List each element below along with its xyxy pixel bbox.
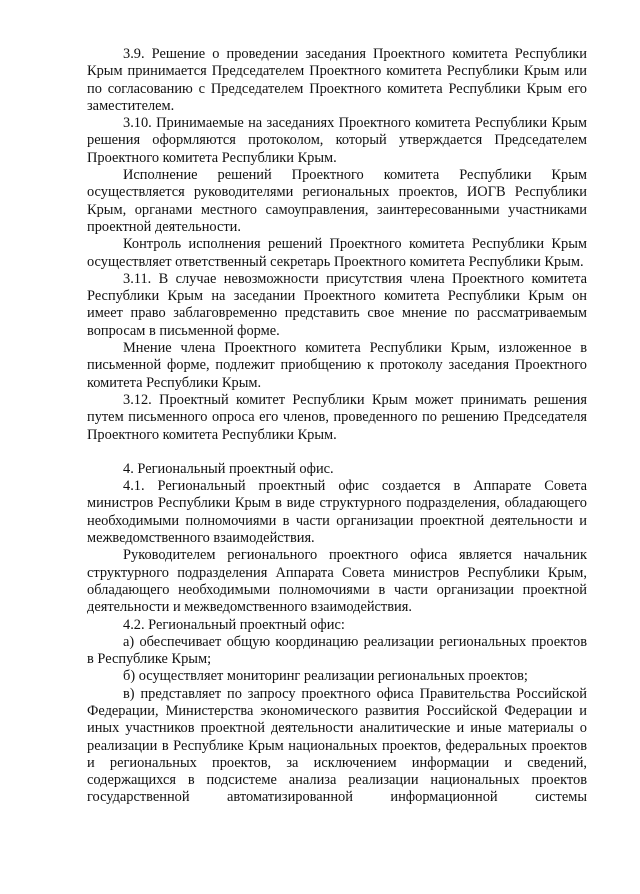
document-page xyxy=(87,46,587,807)
paragraph-3-11: 3.11. В случае невозможности присутствия члена Проектного комитета Республики Крым на заседании Проектного комитета Республики Крым он имеет право заблаговременно представить свое мнение по рассматриваемым вопросам в письменной форме. xyxy=(87,270,587,339)
paragraph-4-1: 4.1. Региональный проектный офис создается в Аппарате Совета министров Республики Крым в виде структурного подразделения, обладающего необходимыми полномочиями в части организации проектной деятельности и межведомственного взаимодействия. xyxy=(87,478,587,547)
paragraph-3-10: 3.10. Принимаемые на заседаниях Проектного комитета Республики Крым решения оформляются протоколом, который утверждается Председателем Проектного комитета Республики Крым. xyxy=(87,115,587,166)
section-heading-4: 4. Региональный проектный офис. xyxy=(123,460,334,477)
paragraph-4-2: 4.2. Региональный проектный офис: xyxy=(123,616,345,633)
paragraph-execution: Исполнение решений Проектного комитета Республики Крым осуществляется руководителями региональных проектов, ИОГВ Республики Крым, органами местного самоуправления, заинтересованными участниками проектной деятельности. xyxy=(87,167,587,235)
paragraph-head-of-office: Руководителем регионального проектного офиса является начальник структурного подразделения Аппарата Совета министров Республики Крым, обладающего необходимыми полномочиями в части организации проектной деятельности и межведомственного взаимодействия. xyxy=(87,547,587,616)
paragraph-3-9: 3.9. Решение о проведении заседания Проектного комитета Республики Крым принимается Председателем Проектного комитета Республики Крым или по согласованию с Председателем Проектного комитета Республики Крым его заместителем. xyxy=(87,46,587,114)
paragraph-control: Контроль исполнения решений Проектного комитета Республики Крым осуществляет ответственный секретарь Проектного комитета Республики Крым. xyxy=(87,236,587,270)
list-item-b: б) осуществляет мониторинг реализации региональных проектов; xyxy=(123,668,528,685)
list-item-a: а) обеспечивает общую координацию реализации региональных проектов в Республике Крым; xyxy=(87,633,587,668)
paragraph-opinion: Мнение члена Проектного комитета Республики Крым, изложенное в письменной форме, подлежит приобщению к протоколу заседания Проектного комитета Республики Крым. xyxy=(87,340,587,391)
list-item-v: в) представляет по запросу проектного офиса Правительства Российской Федерации, Министерства экономического развития Российской Федерации и иных участников проектной деятельности аналитические и иные материалы о реализации в Республике Крым национальных проектов, федеральных проектов и региональных проектов, за исключением информации и сведений, содержащихся в подсистеме анализа реализации национальных проектов государственной автоматизированной информационной системы xyxy=(87,685,587,806)
paragraph-3-12: 3.12. Проектный комитет Республики Крым может принимать решения путем письменного опроса его членов, проведенного по решению Председателя Проектного комитета Республики Крым. xyxy=(87,391,587,443)
